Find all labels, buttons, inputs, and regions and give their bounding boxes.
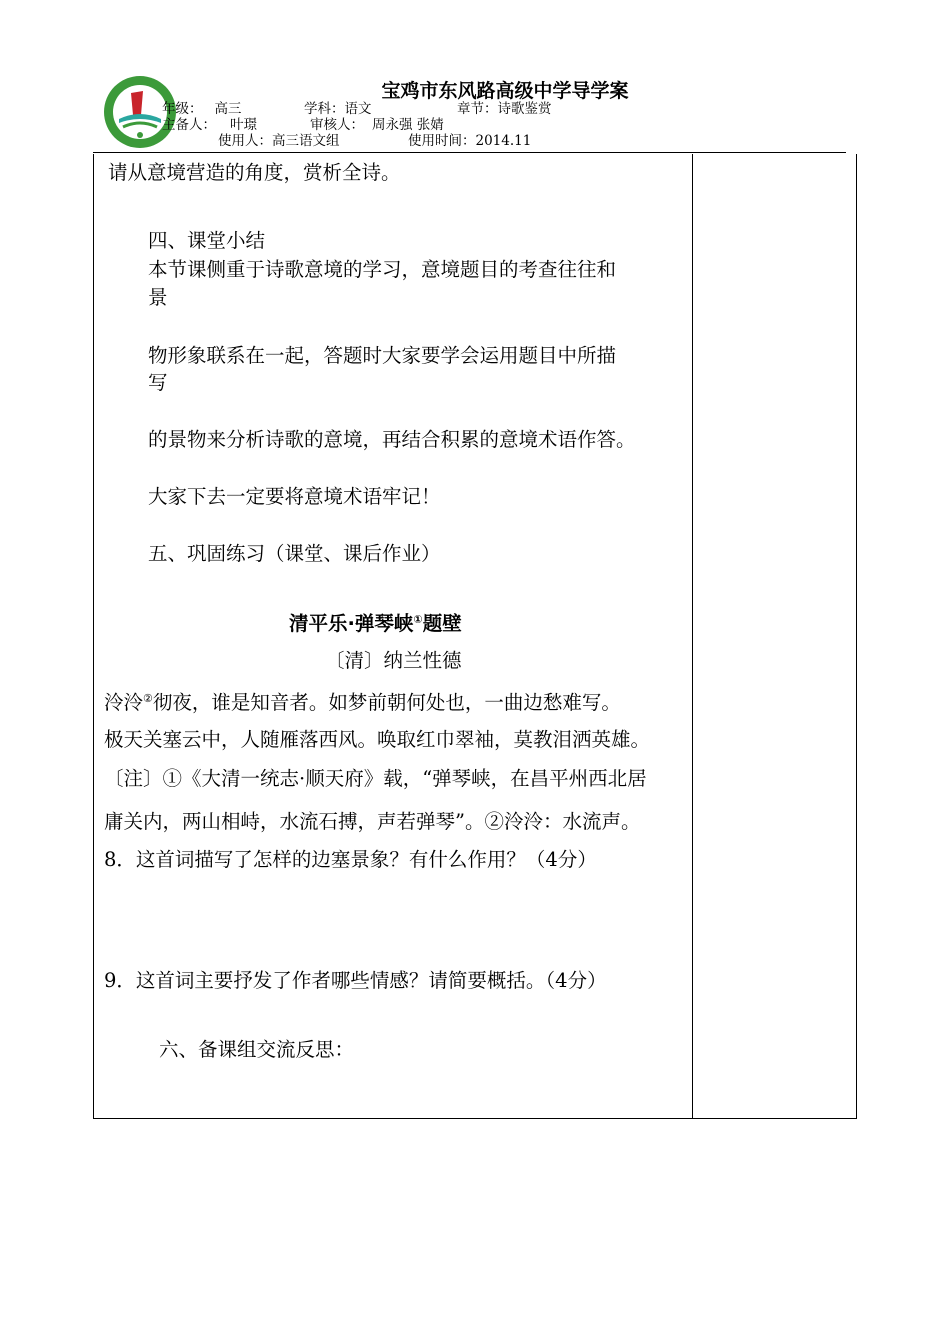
section6-title: 六、备课组交流反思： [159,1038,355,1061]
question-9: 9．这首词主要抒发了作者哪些情感？请简要概括。（4分） [104,969,607,992]
grade-info [162,101,242,117]
poem-author: 〔清〕纳兰性德 [325,649,462,672]
subject-value: 语文 [344,101,372,117]
question-8: 8．这首词描写了怎样的边塞景象？有什么作用？（4分） [104,848,597,871]
reviewer-label: 审核人： [310,117,364,133]
poem-line-1 [104,685,621,717]
intro-text: 请从意境营造的角度，赏析全诗。 [108,161,401,184]
summary-line-1b: 景 [148,286,168,309]
summary-line-3: 的景物来分析诗歌的意境，再结合积累的意境术语作答。 [148,428,636,451]
table-column-divider [692,154,693,1119]
poem-line-1-footnote-mark: ② [143,692,153,705]
summary-line-2b: 写 [148,371,168,394]
time-label: 使用时间： [408,133,476,149]
user-info [218,133,340,149]
summary-line-4: 大家下去一定要将意境术语牢记！ [148,485,441,508]
subject-info [304,101,372,117]
document-title: 宝鸡市东风路高级中学导学案 [381,80,629,102]
section4-title: 四、课堂小结 [148,229,266,252]
chapter-info [457,101,552,117]
reviewer-value: 周永强 张婧 [372,117,444,133]
user-label: 使用人： [218,133,272,149]
header-divider [93,152,846,153]
chapter-label: 章节： [457,101,498,117]
poem-line-1-rest: 彻夜，谁是知音者。如梦前朝何处也，一曲边愁难写。 [152,691,621,714]
subject-label: 学科： [304,101,345,117]
poem-title-footnote-mark: ① [413,613,423,626]
time-info [408,133,531,149]
time-value: 2014.11 [475,133,532,149]
section5-title: 五、巩固练习（课堂、课后作业） [148,542,441,565]
preparer-info [162,117,257,133]
poem-line-2: 极天关塞云中，人随雁落西风。唤取红巾翠袖，莫教泪洒英雄。 [104,728,651,751]
grade-value: 高三 [214,101,242,117]
poem-line-1-start: 泠泠 [104,691,144,714]
reviewer-info [310,117,444,133]
note-line-1: 〔注〕①《大清一统志·顺天府》载，“弹琴峡，在昌平州西北居 [104,767,647,790]
note-line-2: 庸关内，两山相峙，水流石搏，声若弹琴”。②泠泠：水流声。 [104,810,641,833]
grade-label: 年级： [162,101,203,117]
preparer-value: 叶璟 [230,117,257,133]
poem-title-end: 题壁 [422,612,462,635]
user-value: 高三语文组 [272,133,340,149]
poem-title [289,608,462,636]
summary-line-1: 本节课侧重于诗歌意境的学习，意境题目的考查往往和 [148,258,617,281]
preparer-label: 主备人： [162,117,216,133]
poem-title-main: 清平乐·弹琴峡 [289,612,414,635]
summary-line-2: 物形象联系在一起，答题时大家要学会运用题目中所描 [148,344,617,367]
chapter-value: 诗歌鉴赏 [497,101,552,117]
